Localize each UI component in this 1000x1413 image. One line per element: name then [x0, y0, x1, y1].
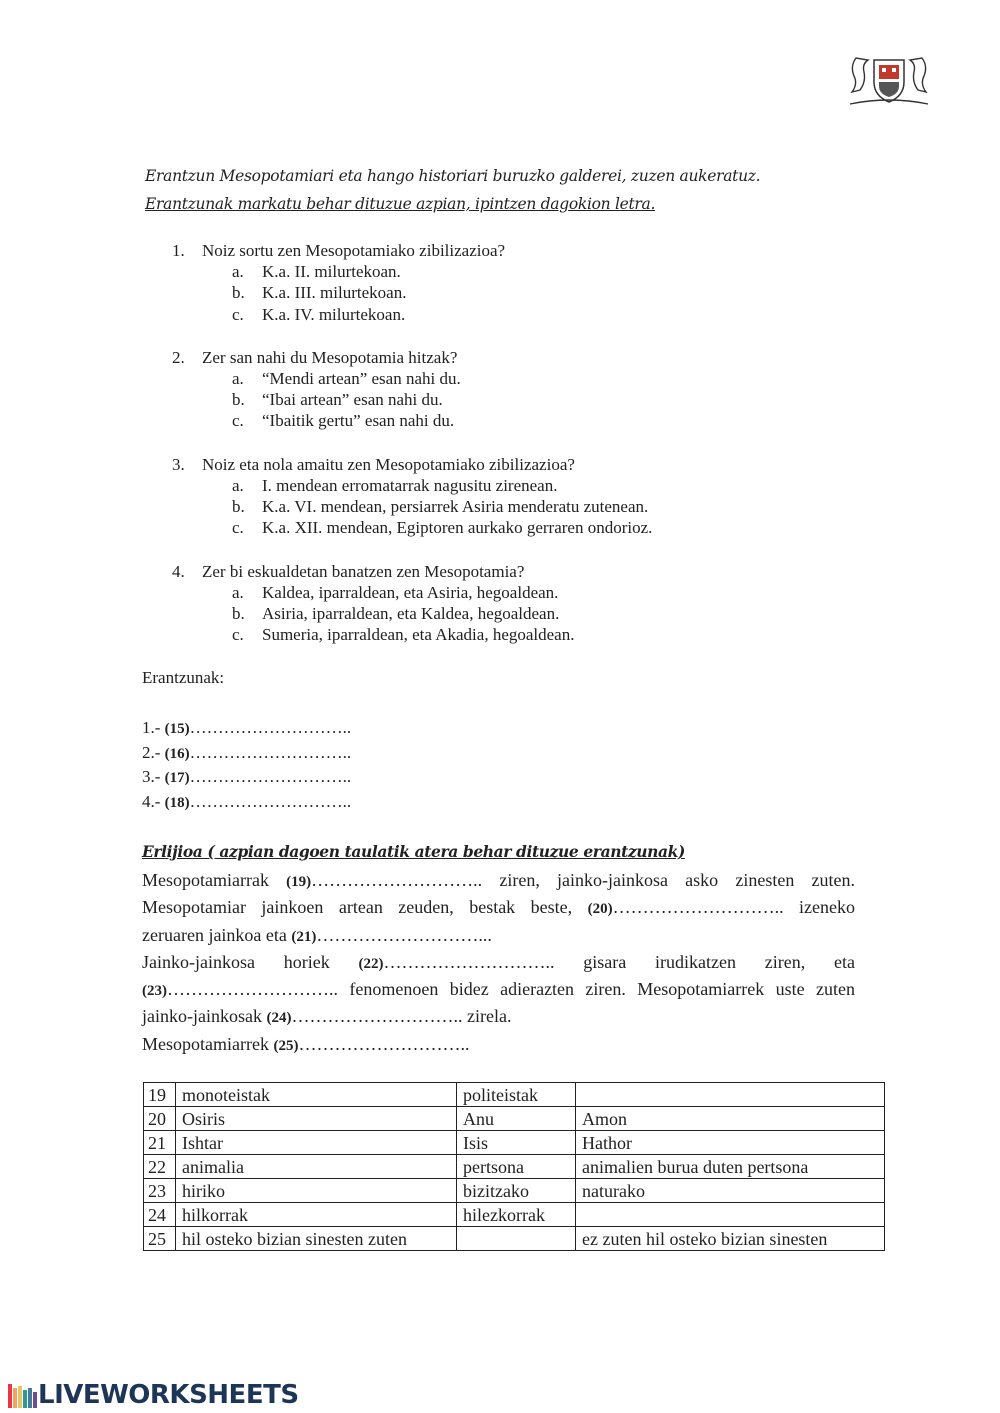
row-number-cell: 20: [144, 1107, 176, 1131]
options-table: [143, 1082, 885, 1251]
option-cell: naturako: [576, 1179, 885, 1203]
table-row: [144, 1083, 885, 1107]
option: [232, 261, 652, 282]
option-text: “Mendi artean” esan nahi du.: [262, 368, 461, 388]
option-cell: [457, 1227, 576, 1251]
option-letter: c.: [232, 304, 244, 324]
paragraph-line: Mesopotamiar jainkoen artean zeuden, bestak beste, (20)……………………….. izeneko: [142, 897, 855, 918]
option-letter: b.: [232, 603, 245, 623]
option-cell: Isis: [457, 1131, 576, 1155]
answer-code: (18): [164, 794, 190, 811]
row-number-cell: 21: [144, 1131, 176, 1155]
paragraph-line: Jainko-jainkosa horiek (22)……………………….. gisara irudikatzen ziren, eta: [142, 951, 855, 972]
blank[interactable]: ………………………...: [316, 924, 492, 945]
answer-number: 4.-: [142, 791, 165, 811]
question-number: 2.: [172, 347, 185, 367]
blank[interactable]: ……………………….. gisara irudikatzen ziren, eta: [383, 951, 855, 972]
row-number-cell: 22: [144, 1155, 176, 1179]
option-cell: animalia: [176, 1155, 457, 1179]
option-letter: b.: [232, 390, 245, 410]
option-text: “Ibai artean” esan nahi du.: [262, 390, 443, 410]
blank[interactable]: ……………………….. izeneko: [612, 897, 855, 918]
answer-row: [142, 741, 351, 766]
option-letter: a.: [232, 368, 244, 388]
option-text: Kaldea, iparraldean, eta Asiria, hegoaldean.: [262, 582, 559, 602]
blank[interactable]: ……………………….. fenomenoen bidez adierazten ziren. Mesopotamiarrek uste zuten: [167, 979, 855, 1000]
answer-number: 1.-: [142, 718, 165, 737]
option-cell: hilezkorrak: [457, 1203, 576, 1227]
blank-code: (20): [587, 901, 613, 918]
table-row: [144, 1179, 885, 1203]
option-cell: [576, 1083, 885, 1107]
option-cell: politeistak: [457, 1083, 576, 1107]
question: [172, 240, 652, 325]
question-text: Zer bi eskualdetan banatzen zen Mesopotamia?: [202, 561, 525, 581]
blank-code: (19): [286, 874, 312, 890]
option-letter: a.: [232, 475, 244, 495]
answer-number: 2.-: [142, 742, 165, 762]
table-row: [144, 1227, 885, 1251]
blank-code: (24): [266, 1010, 292, 1027]
option-cell: hiriko: [176, 1179, 457, 1203]
row-number-cell: 23: [144, 1179, 176, 1203]
option-text: K.a. II. milurtekoan.: [262, 262, 401, 281]
answer-code: (15): [164, 721, 190, 737]
paragraph-line: [142, 976, 855, 1003]
answer-blank[interactable]: ………………………..: [189, 742, 352, 762]
question: [172, 347, 652, 432]
rainbow-icon: [8, 1382, 38, 1408]
answer-row: [142, 790, 351, 815]
option: [232, 582, 652, 603]
paragraph-line: Mesopotamiarrek (25)………………………..: [142, 1033, 470, 1054]
paragraph-line: Mesopotamiarrak (19)……………………….. ziren, jainko-jainkosa asko zinesten zuten.: [142, 870, 855, 890]
option-cell: ez zuten hil osteko bizian sinesten: [576, 1227, 885, 1251]
option-text: K.a. VI. mendean, persiarrek Asiria menderatu zutenean.: [262, 497, 649, 517]
option: [232, 410, 652, 431]
answer-code: (17): [164, 770, 190, 786]
row-number-cell: 19: [144, 1083, 176, 1107]
option-cell: Amon: [576, 1107, 885, 1131]
option-letter: b.: [232, 283, 245, 303]
option-letter: c.: [232, 518, 244, 538]
option: [232, 603, 652, 624]
option-cell: Ishtar: [176, 1131, 457, 1155]
row-number-cell: 25: [144, 1227, 176, 1251]
option-text: I. mendean erromatarrak nagusitu zirenean.: [262, 475, 558, 495]
option-letter: b.: [232, 497, 245, 517]
blank-code: (23): [142, 983, 167, 1000]
answers-list: [142, 716, 351, 814]
option: [232, 517, 652, 538]
paragraph-line: jainko-jainkosak (24)……………………….. zirela.: [142, 1006, 512, 1027]
religion-heading: Erlijioa ( azpian dagoen taulatik atera behar dituzue erantzunak): [142, 842, 685, 861]
option: [232, 389, 652, 410]
option-text: Sumeria, iparraldean, eta Akadia, hegoaldean.: [262, 625, 575, 645]
answer-row: [142, 765, 351, 790]
paragraph-line: zeruaren jainkoa eta (21)………………………...: [142, 924, 492, 945]
blank-code: (22): [358, 955, 384, 972]
option-text: K.a. III. milurtekoan.: [262, 283, 407, 303]
option: [232, 624, 652, 645]
option-cell: pertsona: [457, 1155, 576, 1179]
option-cell: Hathor: [576, 1131, 885, 1155]
option-letter: c.: [232, 411, 244, 431]
blank[interactable]: ……………………….. zirela.: [291, 1006, 512, 1027]
question-number: 1.: [172, 241, 185, 260]
religion-paragraph: [142, 867, 855, 1058]
option-cell: hilkorrak: [176, 1203, 457, 1227]
answer-code: (16): [164, 745, 190, 762]
option-cell: bizitzako: [457, 1179, 576, 1203]
answer-number: 3.-: [142, 767, 165, 786]
option-text: Asiria, iparraldean, eta Kaldea, hegoaldean.: [262, 603, 560, 623]
blank[interactable]: ……………………….. ziren, jainko-jainkosa asko zinesten zuten.: [311, 870, 855, 890]
question-text: Noiz eta nola amaitu zen Mesopotamiako zibilizazioa?: [202, 454, 575, 474]
answer-row: [142, 716, 351, 741]
logo-text: LIVEWORKSHEETS: [38, 1380, 299, 1410]
blank[interactable]: ………………………..: [298, 1033, 470, 1054]
blank-code: (25): [273, 1037, 299, 1054]
answer-blank[interactable]: ………………………..: [189, 718, 352, 737]
option-cell: monoteistak: [176, 1083, 457, 1107]
row-number-cell: 24: [144, 1203, 176, 1227]
question-number: 3.: [172, 454, 185, 474]
coat-of-arms-logo: [846, 52, 932, 110]
option: [232, 304, 652, 325]
table-row: [144, 1155, 885, 1179]
table-row: [144, 1203, 885, 1227]
option-cell: [576, 1203, 885, 1227]
answer-blank[interactable]: ………………………..: [189, 791, 352, 811]
table-row: [144, 1131, 885, 1155]
instructions: [145, 162, 760, 218]
blank-code: (21): [291, 928, 317, 945]
option-text: K.a. XII. mendean, Egiptoren aurkako gerraren ondorioz.: [262, 518, 653, 538]
instructions-line-2: Erantzunak markatu behar dituzue azpian, ipintzen dagokion letra.: [145, 195, 656, 213]
table-row: [144, 1107, 885, 1131]
liveworksheets-logo: [8, 1380, 299, 1410]
question-text: Noiz sortu zen Mesopotamiako zibilizazioa?: [202, 241, 506, 260]
option-text: “Ibaitik gertu” esan nahi du.: [262, 411, 455, 431]
option-letter: a.: [232, 262, 244, 281]
option-cell: animalien burua duten pertsona: [576, 1155, 885, 1179]
option: [232, 368, 652, 389]
option: [232, 496, 652, 517]
answer-blank[interactable]: ………………………..: [189, 767, 352, 786]
option-text: K.a. IV. milurtekoan.: [262, 304, 406, 324]
option-letter: c.: [232, 625, 244, 645]
question: [172, 454, 652, 539]
answers-heading: Erantzunak:: [142, 668, 225, 687]
question: [172, 561, 652, 646]
option-cell: Osiris: [176, 1107, 457, 1131]
question-number: 4.: [172, 561, 185, 581]
option: [232, 282, 652, 303]
option-cell: hil osteko bizian sinesten zuten: [176, 1227, 457, 1251]
option-cell: Anu: [457, 1107, 576, 1131]
question-text: Zer san nahi du Mesopotamia hitzak?: [202, 347, 458, 367]
option: [232, 475, 652, 496]
question-list: [172, 240, 652, 668]
option-letter: a.: [232, 582, 244, 602]
instructions-line-1: Erantzun Mesopotamiari eta hango historiari buruzko galderei, zuzen aukeratuz.: [145, 167, 761, 185]
